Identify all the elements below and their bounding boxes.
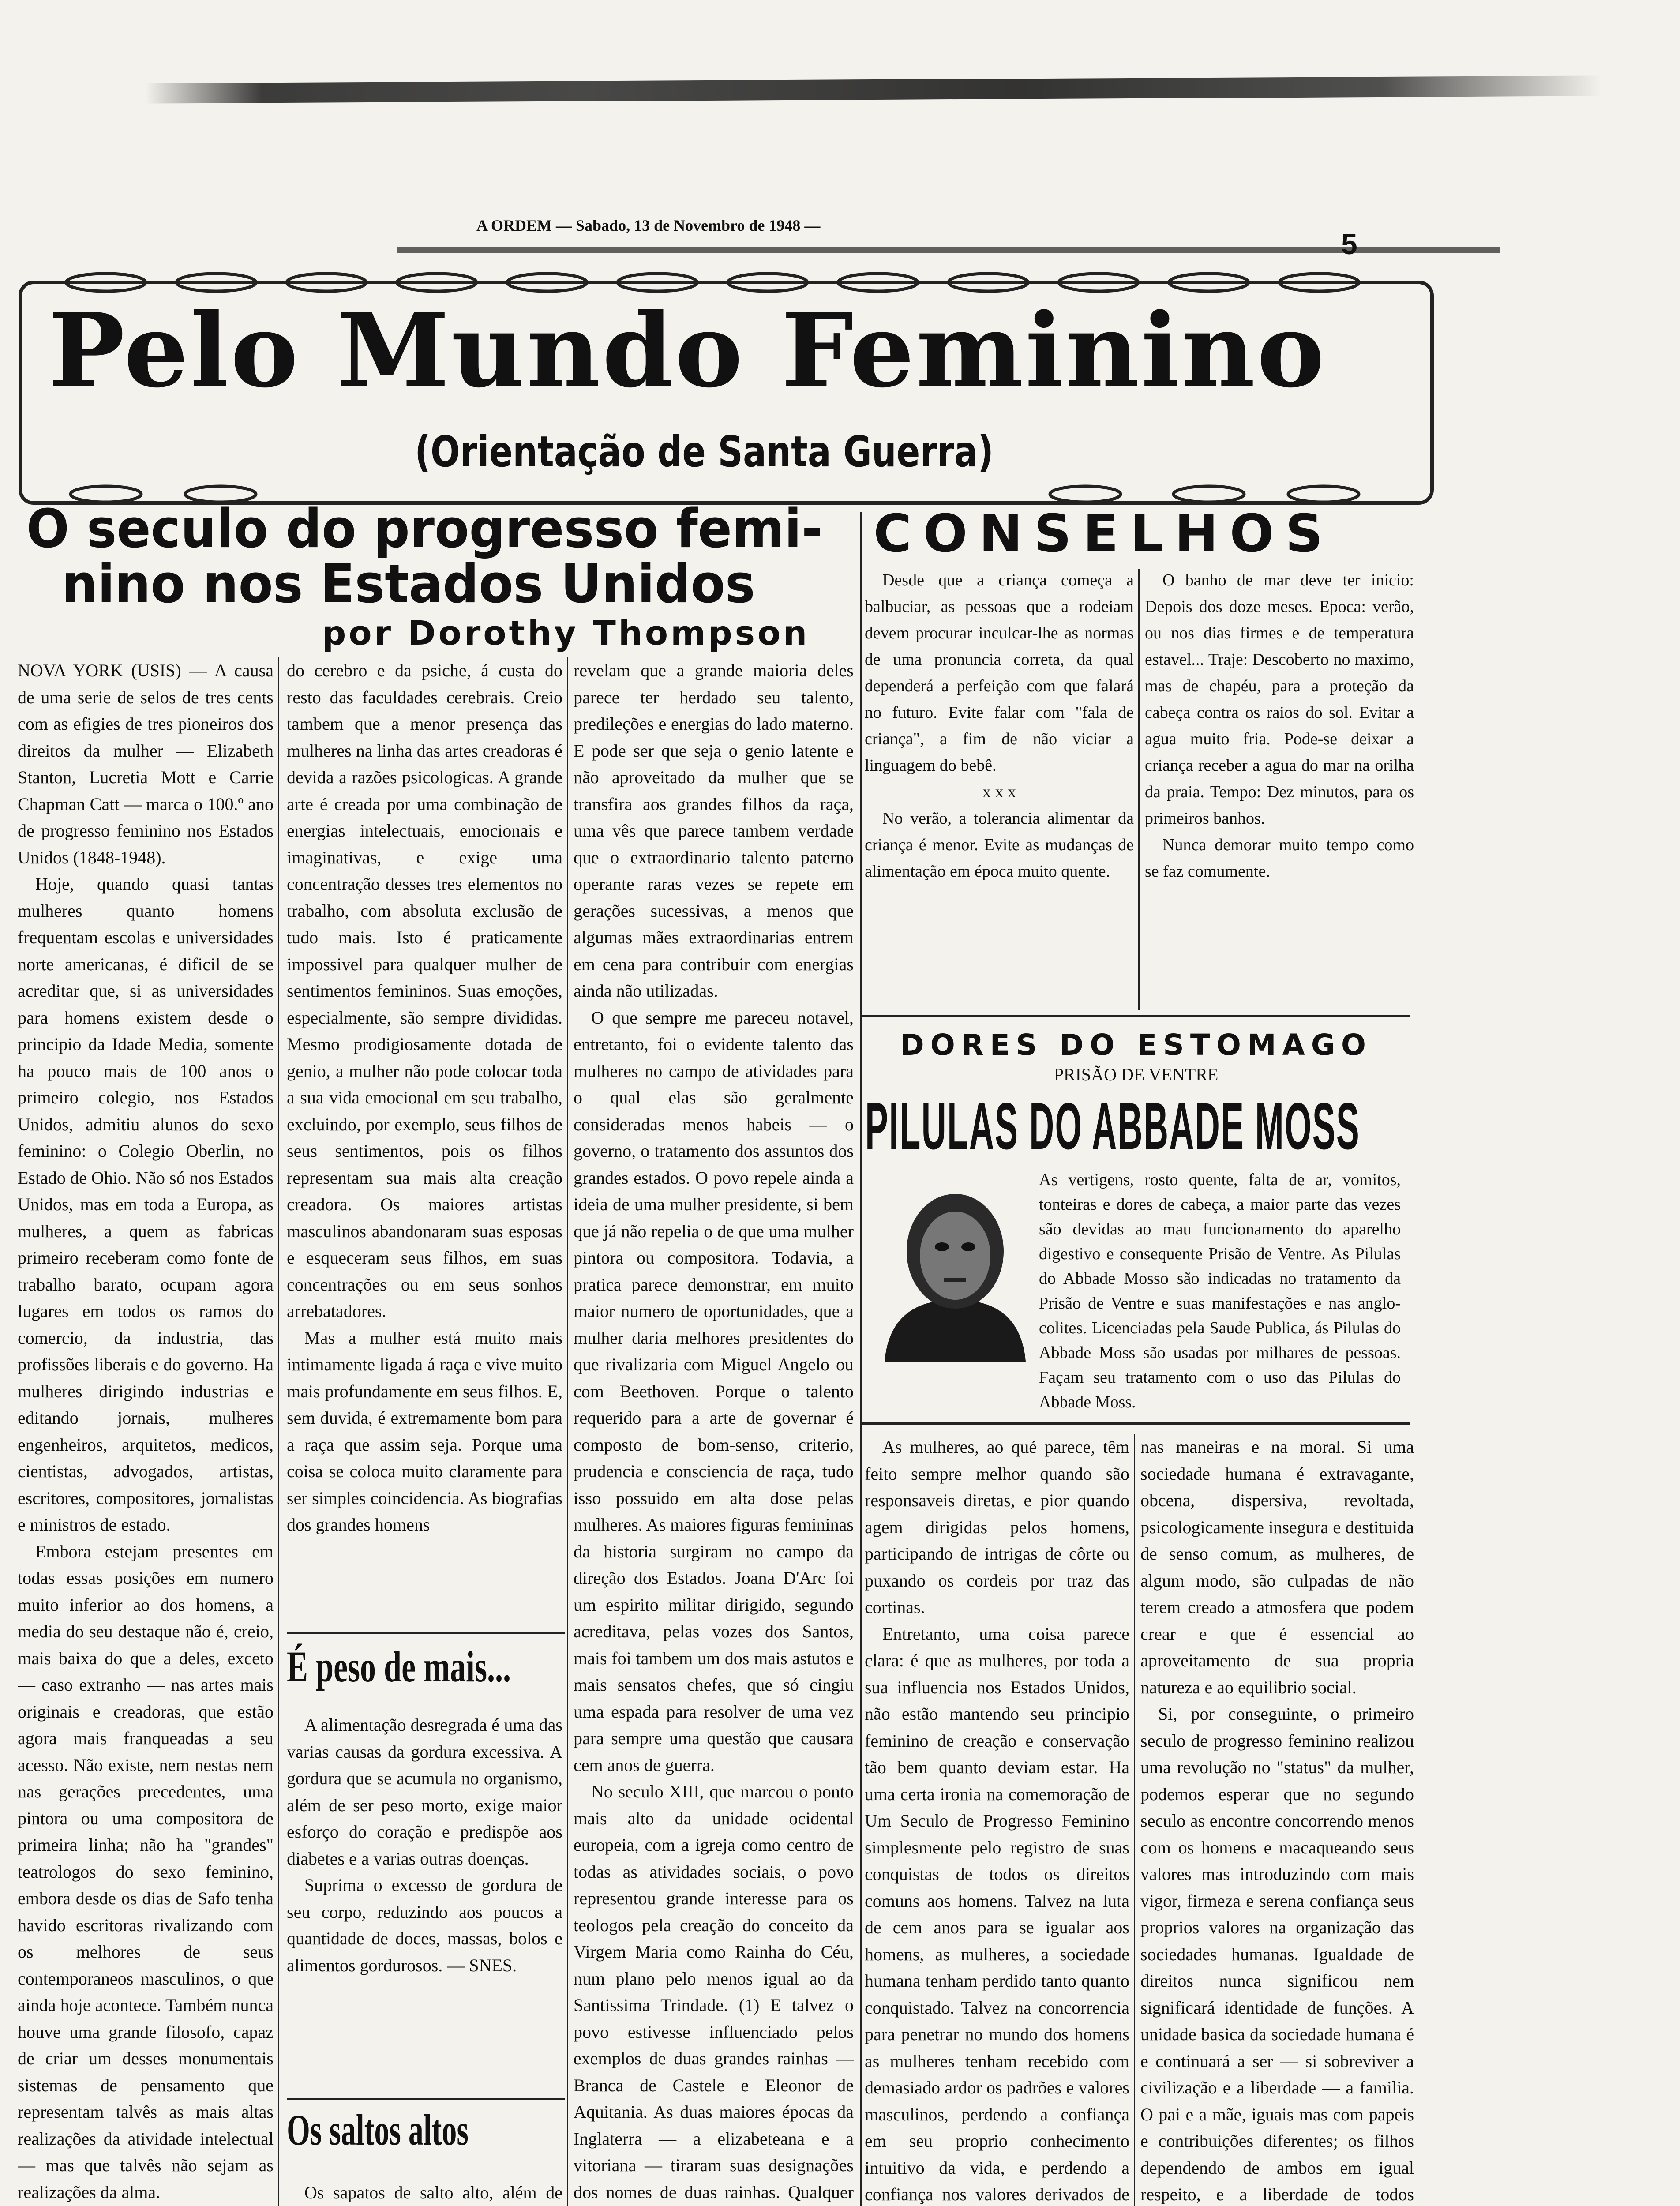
article-column-4 [865, 1434, 1129, 2206]
conselhos-title: CONSELHOS [874, 503, 1335, 564]
ad-headline: DORES DO ESTOMAGO [900, 1028, 1372, 1062]
print-noise-band [397, 247, 1500, 253]
byline: por Dorothy Thompson [322, 613, 810, 653]
conselhos-column-a [865, 567, 1134, 1004]
paragraph: O que sempre me pareceu notavel, entretanto, foi o evidente talento das mulheres no campo de atividades para o qual elas são geralmente consideradas menos habeis — o governo, o tratamento dos assuntos dos grandes estados. O povo repele ainda a ideia de uma mulher presidente, si bem que já não repelia o de que uma mulher pintora ou compositora. Todavia, a pratica parece demonstrar, em muito maior numero de oportunidades, que a mulher daria melhores presidentes do que rivalizaria com Miguel Angelo ou com Beethoven. Porque o talento requerido para a arte de governar é composto de bom-senso, criterio, prudencia e consciencia de raça, tudo isso possuido em alta dose pelas mulheres. As maiores figuras femininas da historia surgiram no campo da direção dos Estados. Joana D'Arc foi um espirito militar dirigido, segundo acreditava, pelas vozes dos Santos, mais foi tambem um dos mais astutos e mais sensatos chefes, que só cingiu uma espada para resolver de uma vez para sempre uma questão que causara cem anos de guerra. [574, 1007, 854, 1775]
paragraph: Nunca demorar muito tempo como se faz comumente. [1145, 836, 1414, 881]
ad-body: As vertigens, rosto quente, falta de ar, vomitos, tonteiras e dores de cabeça, a maior parte das vezes são devidas ao mau funcionamento do aparelho digestivo e consequente Prisão de Ventre. As Pilulas do Abbade Mosso são indicadas no tratamento da Prisão de Ventre e suas manifestações e nas anglo-colites. Licenciadas pela Saude Publica, ás Pilulas do Abbade Moss são usadas por milhares de pessoas. Façam seu tratamento com o uso das Pilulas do Abbade Moss. [1039, 1171, 1401, 1411]
conselhos-column-b [1145, 567, 1414, 1004]
paragraph: O banho de mar deve ter inicio: Depois dos doze meses. Epoca: verão, ou nos dias firmes e de temperatura estavel... Traje: Descoberto no maximo, mas de chapéu, para a proteção da cabeça contra os raios do sol. Evitar a agua muito fria. Pode-se deixar a criança receber a agua do mar na orilha da praia. Tempo: Dez minutos, para os primeiros banhos. [1145, 571, 1414, 828]
paragraph: Os sapatos de salto alto, além de [304, 2183, 562, 2202]
article-column-5 [1140, 1434, 1414, 2206]
paragraph: Suprima o excesso de gordura de seu corpo, reduzindo aos poucos a quantidade de doces, massas, bolos e alimentos gordurosos. — SNES. [287, 1875, 562, 1975]
paragraph: Si, por conseguinte, o primeiro seculo de progresso feminino realizou uma revolução no "status" da mulher, podemos esperar que no segundo seculo as encontre concorrendo menos com os homens e macaqueando seus valores mas introduzindo com mais vigor, firmeza e serena confiança seus proprios valores na organização das sociedades humanas. Igualdade de direitos nunca significou nem significará identidade de funções. A unidade basica da sociedade humana é e continuará a ser — si sobreviver a civilização e a liberdade — a familia. O pai e a mãe, iguais mas com papeis e contribuições diferentes; os filhos dependendo de ambos em igual respeito, e a liberdade de todos [1140, 1704, 1414, 2204]
peso-body [287, 1712, 562, 2091]
saltos-title: Os saltos altos [287, 2105, 469, 2154]
paragraph: Entretanto, uma coisa parece clara: é que as mulheres, por toda a sua influencia nos Estados Unidos, não estão mantendo seu principio feminino de creação e conservação tão bem quanto deviam estar. Ha uma certa ironia na comemoração de Um Seculo de Progresso Feminino simplesmente pelo registro de suas conquistas de todos os direitos comuns aos homens. Talvez na luta de cem anos para se igualar aos homens, as mulheres, a sociedade humana tenham perdido tanto quanto conquistado. Talvez na concorrencia para penetrar no mundo dos homens as mulheres tenham recebido com demasiado ardor os padrões e valores masculinos, perdendo a confiança em seu proprio conhecimento intuitivo da vida, e perdendo a confiança nos valores derivados de [865, 1624, 1129, 2204]
article-column-1 [18, 657, 274, 2206]
headline-line2: nino nos Estados Unidos [62, 554, 755, 615]
box-rule [287, 2098, 565, 2100]
section-subtitle: (Orientação de Santa Guerra) [415, 427, 994, 476]
separator: x x x [982, 783, 1016, 801]
headline-line1: O seculo do progresso femi- [26, 499, 823, 560]
paragraph: Embora estejam presentes em todas essas posições em numero muito inferior ao dos homens, a media do seu destaque não é, creio, mais baixa do que a deles, exceto — caso extranho — nas artes mais originais e creadoras, que estão agora mais franqueadas a seu acesso. Não existe, nem nestas nem nas gerações precedentes, uma pintora ou uma compositora de primeira linha; não ha "grandes" teatrologos do sexo feminino, embora desde os dias de Safo tenha havido escritoras rivalizando com os melhores de seus contemporaneos masculinos, o que ainda hoje acontece. Também nunca houve uma grande filosofo, capaz de criar um desses monumentais sistemas de pensamento que representam talvês as mais altas realizações da atividade intelectual — mas que talvês não sejam as realizações da alma. [18, 1541, 274, 2202]
box-rule [287, 1632, 565, 1634]
dateline: A ORDEM — Sabado, 13 de Novembro de 1948 — [476, 217, 821, 234]
paragraph: Hoje, quando quasi tantas mulheres quanto homens frequentam escolas e universidades norte americanas, é dificil de se acreditar que, si as universidades para homens existem desde o principio da Idade Media, somente ha pouco mais de 100 anos o primeiro colegio, nos Estados Unidos, admitiu alunos do sexo feminino: o Colegio Oberlin, no Estado de Ohio. Não só nos Estados Unidos, mas em toda a Europa, as mulheres, a quem as fabricas primeiro receberam como fonte de trabalho barato, ocupam agora lugares em todos os ramos do comercio, da industria, das profissões liberais e do governo. Ha mulheres dirigindo industrias e editando jornais, mulheres engenheiros, arquitetos, medicos, cientistas, advogados, artistas, escritores, compositores, jornalistas e ministros de estado. [18, 874, 274, 1534]
paragraph: A alimentação desregrada é uma das varias causas da gordura excessiva. A gordura que se acumula no organismo, além de ser peso morto, exige maior esforço do coração e predispõe aos diabetes e a varias outras doenças. [287, 1715, 562, 1868]
article-column-3 [574, 657, 854, 2206]
abbot-portrait [871, 1167, 1039, 1362]
ad-brand: PILULAS DO ABBADE MOSS [865, 1089, 1360, 1163]
paragraph: No seculo XIII, que marcou o ponto mais alto da unidade ocidental europeia, com a igreja como centro de todas as atividades sociais, o povo representou grande interesse para os teologos pela creação do conceito da Virgem Maria como Rainha do Céu, num plano pelo menos igual ao da Santissima Trindade. (1) E talvez o povo estivesse influenciado pelos exemplos de duas grandes rainhas — Branca de Castele e Eleonor de Aquitania. As duas maiores épocas da Inglaterra — a elizabeteana e a vitoriana — tiraram suas designações dos nomes de duas rainhas. Qualquer [574, 1782, 854, 2202]
paragraph: revelam que a grande maioria deles parece ter herdado seu talento, predileções e energias do lado materno. E pode ser que seja o genio latente e não aproveitado da mulher que se transfira aos grandes filhos da raça, uma vês que parece tambem verdade que o extraordinario talento paterno operante raras vezes se repete em gerações sucessivas, a menos que algumas mães extraordinarias entrem em cena para contribuir com energias ainda não utilizadas. [574, 660, 854, 1001]
paragraph: nas maneiras e na moral. Si uma sociedade humana é extravagante, obcena, dispersiva, revoltada, psicologicamente insegura e destituida de senso comum, as mulheres, de algum modo, são culpadas de não terem creado a atmosfera que podem crear e que é essencial ao aproveitamento de sua propria natureza e ao equilibrio social. [1140, 1437, 1414, 1697]
column-rule [1138, 569, 1140, 1010]
paragraph: Mas a mulher está muito mais intimamente ligada á raça e vive muito mais profundamente em seus filhos. E, sem duvida, é extremamente bom para a raça que assim seja. Porque uma coisa se coloca muito claramente para ser simples coincidencia. As biografias dos grandes homens [287, 1328, 562, 1534]
paragraph: Desde que a criança começa a balbuciar, as pessoas que a rodeiam devem procurar inculcar-lhe as normas de uma pronuncia correta, da qual dependerá a perfeição com que falará no futuro. Evite falar com "fala de criança", a fim de não viciar a linguagem do bebê. [865, 571, 1134, 775]
peso-title: É peso de mais... [287, 1642, 511, 1691]
paragraph: No verão, a tolerancia alimentar da criança é menor. Evite as mudanças de alimentação em época muito quente. [865, 809, 1134, 881]
page-number: 5 [1341, 228, 1358, 260]
section-title: Pelo Mundo Feminino [49, 291, 1327, 410]
paragraph: As mulheres, ao qué parece, têm feito sempre melhor quando são responsaveis diretas, e pior quando agem dirigidas pelos homens, participando de intrigas de côrte ou puxando os cordeis por traz das cortinas. [865, 1437, 1129, 1617]
paragraph: do cerebro e da psiche, á custa do resto das faculdades cerebrais. Creio tambem que a menor presença das mulheres na linha das artes creadoras é devida a razões psicologicas. A grande arte é creada por uma combinação de energias intelectuais, emocionais e imaginativas, e exige uma concentração desses tres elementos no trabalho, com absoluta exclusão de tudo mais. Isto é praticamente impossivel para qualquer mulher de sentimentos femininos. Suas emoções, especialmente, são sempre divididas. Mesmo prodigiosamente dotada de genio, a mulher não pode colocar toda a sua vida emocional em seu trabalho, excluindo, por exemplo, seus filhos de seus sentimentos, pois os filhos representam sua mais alta creação creadora. Os maiores artistas masculinos abandonaram suas esposas e esqueceram seus filhos, em suas concentrações ou em seus sonhos arrebatadores. [287, 660, 562, 1321]
saltos-body [287, 2180, 562, 2206]
ad-subhead: PRISÃO DE VENTRE [1054, 1065, 1219, 1084]
article-column-2 [287, 657, 562, 1628]
print-noise-band [146, 75, 1601, 103]
paragraph: NOVA YORK (USIS) — A causa de uma serie de selos de tres cents com as efigies de tres pioneiros dos direitos da mulher — Elizabeth Stanton, Lucretia Mott e Carrie Chapman Catt — marca o 100.º ano de progresso feminino nos Estados Unidos (1848-1948). [18, 660, 274, 867]
column-rule [567, 657, 568, 2206]
column-rule [278, 657, 279, 2206]
column-rule [1134, 1434, 1135, 2206]
ad-box [862, 1015, 1410, 1425]
